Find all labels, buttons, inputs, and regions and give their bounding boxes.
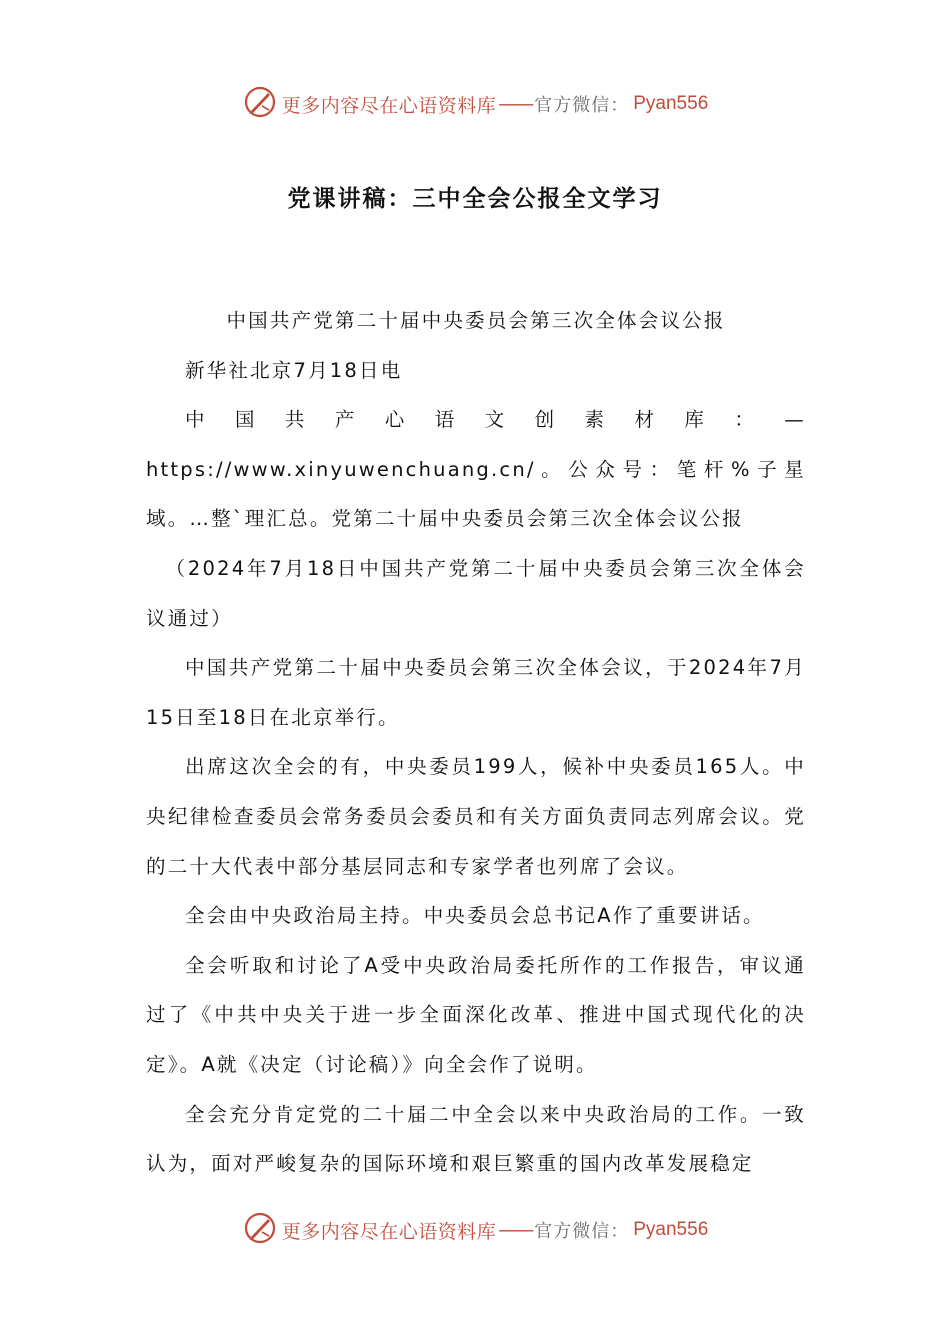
banner-wechat-id: Pyan556 — [633, 93, 709, 114]
banner-site-text: 更多内容尽在心语资料库 — [281, 1220, 497, 1243]
banner-site-text: 更多内容尽在心语资料库 — [281, 94, 497, 117]
paragraph-attendance: 出席这次全会的有，中央委员199人，候补中央委员165人。中央纪律检查委员会常务委员会委员和有关方面负责同志列席会议。党的二十大代表中部分基层同志和专家学者也列席了会议。 — [146, 755, 806, 878]
paragraph-dateline: 新华社北京7月18日电 — [185, 358, 403, 382]
document-title: 党课讲稿：三中全会公报全文学习 — [287, 186, 663, 212]
banner-dash: —— — [498, 93, 533, 115]
paragraph-adoption-note: （2024年7月18日中国共产党第二十届中央委员会第三次全体会议通过） — [146, 556, 806, 630]
document-body — [146, 296, 806, 1189]
banner-dash: —— — [498, 1219, 533, 1241]
paragraph-meeting-dates: 中国共产党第二十届中央委员会第三次全体会议，于2024年7月15日至18日在北京举行。 — [146, 656, 806, 729]
paragraph-affirmation: 全会充分肯定党的二十届二中全会以来中央政治局的工作。一致认为，面对严峻复杂的国际环境和艰巨繁重的国内改革发展稳定 — [146, 1102, 806, 1176]
quill-pen-logo-icon — [242, 1210, 282, 1250]
banner-label: 官方微信： — [534, 1221, 630, 1242]
footer-banner — [0, 1210, 950, 1250]
header-banner — [0, 84, 950, 124]
paragraph-presided: 全会由中央政治局主持。中央委员会总书记A作了重要讲话。 — [185, 904, 765, 928]
banner-wechat-id: Pyan556 — [633, 1219, 709, 1240]
quill-pen-logo-icon — [242, 84, 282, 124]
paragraph-report: 全会听取和讨论了A受中央政治局委托所作的工作报告，审议通过了《中共中央关于进一步全面深化改革、推进中国式现代化的决定》。A就《决定（讨论稿）》向全会作了说明。 — [146, 953, 806, 1076]
communique-heading: 中国共产党第二十届中央委员会第三次全体会议公报 — [226, 309, 726, 332]
banner-label: 官方微信： — [534, 95, 630, 116]
paragraph-source: 中国共产心语文创素材库：—https://www.xinyuwenchuang.cn/。公众号：笔杆%子星域。…整`理汇总。党第二十届中央委员会第三次全体会议公报 — [146, 408, 806, 531]
